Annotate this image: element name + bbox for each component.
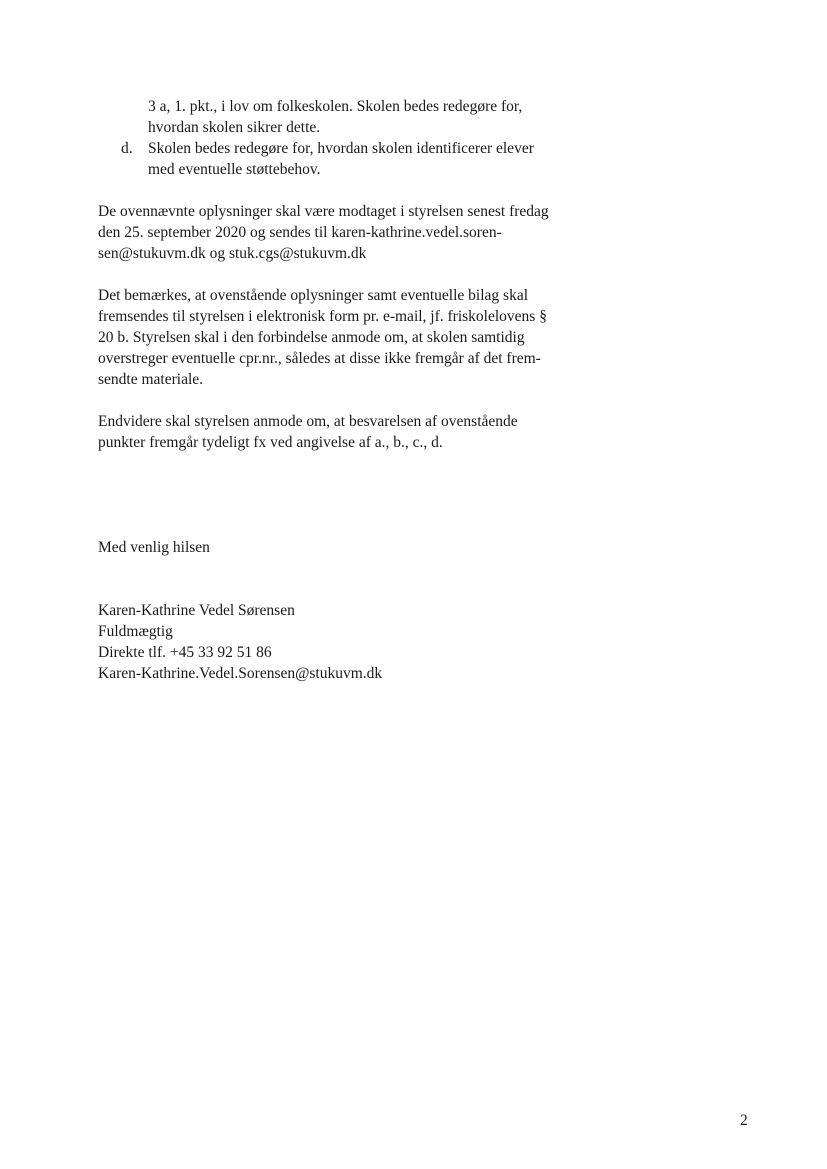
signature-name: Karen-Kathrine Vedel Sørensen	[98, 602, 295, 619]
list-item-d-line-1: Skolen bedes redegøre for, hvordan skolen identificerer elever	[148, 140, 534, 157]
paragraph-submission-line-2: fremsendes til styrelsen i elektronisk form pr. e-mail, jf. friskolelovens §	[98, 308, 547, 325]
list-item-d-line-2: med eventuelle støttebehov.	[148, 161, 321, 178]
signature-title: Fuldmægtig	[98, 623, 173, 640]
signature-email: Karen-Kathrine.Vedel.Sorensen@stukuvm.dk	[98, 665, 383, 682]
paragraph-submission-line-1: Det bemærkes, at ovenstående oplysninger samt eventuelle bilag skal	[98, 287, 529, 304]
paragraph-clarity-line-1: Endvidere skal styrelsen anmode om, at besvarelsen af ovenstående	[98, 413, 518, 430]
paragraph-submission-line-3: 20 b. Styrelsen skal i den forbindelse anmode om, at skolen samtidig	[98, 329, 525, 346]
signature-phone: Direkte tlf. +45 33 92 51 86	[98, 644, 272, 661]
paragraph-deadline-line-3: sen@stukuvm.dk og stuk.cgs@stukuvm.dk	[98, 245, 367, 262]
page-number: 2	[740, 1112, 748, 1129]
paragraph-submission-line-5: sendte materiale.	[98, 371, 204, 388]
list-item-d-marker: d.	[121, 140, 133, 157]
list-item-c-line-1: 3 a, 1. pkt., i lov om folkeskolen. Skolen bedes redegøre for,	[148, 98, 523, 115]
paragraph-submission-line-4: overstreger eventuelle cpr.nr., således at disse ikke fremgår af det frem-	[98, 350, 541, 367]
paragraph-deadline-line-2: den 25. september 2020 og sendes til karen-kathrine.vedel.soren-	[98, 224, 502, 241]
closing-greeting: Med venlig hilsen	[98, 539, 210, 556]
paragraph-deadline-line-1: De ovennævnte oplysninger skal være modtaget i styrelsen senest fredag	[98, 203, 549, 220]
list-item-c-line-2: hvordan skolen sikrer dette.	[148, 119, 321, 136]
paragraph-clarity-line-2: punkter fremgår tydeligt fx ved angivelse af a., b., c., d.	[98, 434, 443, 451]
